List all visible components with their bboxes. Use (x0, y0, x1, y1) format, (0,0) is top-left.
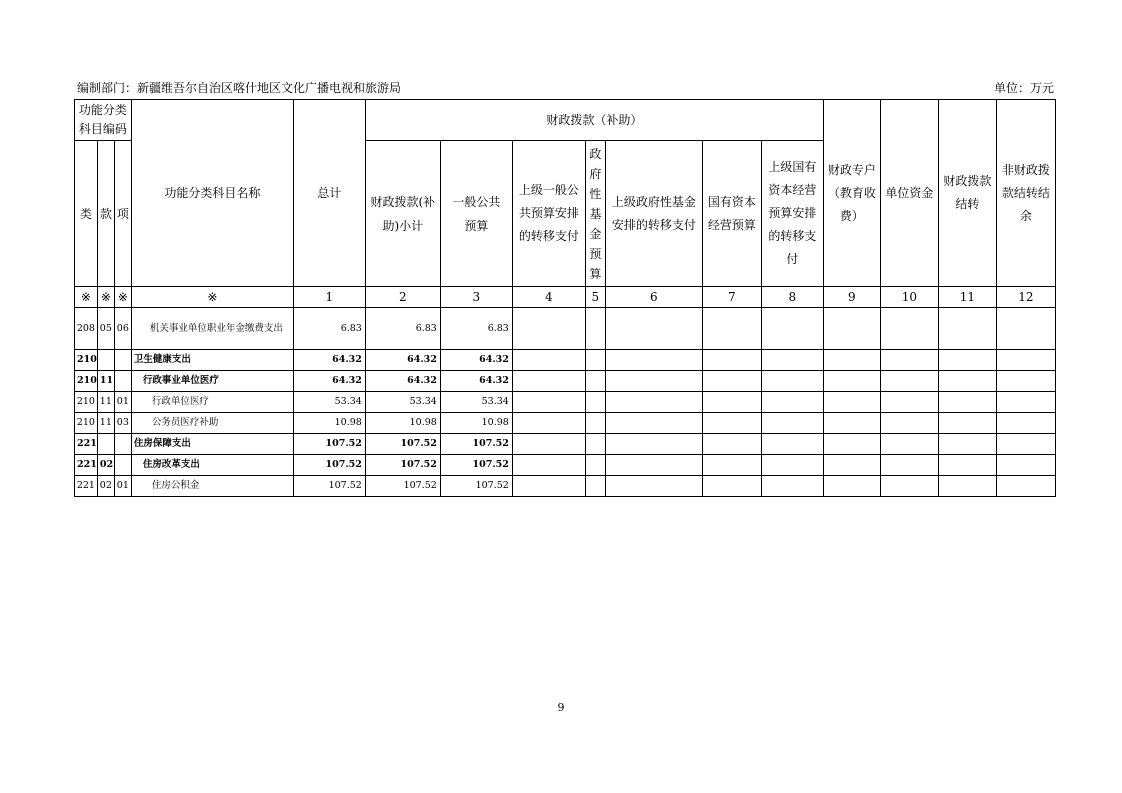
empty-cell (823, 455, 880, 476)
empty-cell (605, 476, 702, 497)
header-general-budget: 一般公共预算 (440, 141, 512, 287)
fiscal-subtotal-cell: 107.52 (365, 455, 440, 476)
total-cell: 107.52 (293, 476, 365, 497)
empty-cell (512, 308, 585, 350)
empty-cell (761, 350, 823, 371)
empty-cell (996, 434, 1055, 455)
empty-cell (512, 350, 585, 371)
total-cell: 6.83 (293, 308, 365, 350)
header-fiscal-special: 财政专户（教育收费） (823, 100, 880, 287)
empty-cell (996, 350, 1055, 371)
empty-cell (585, 434, 605, 455)
empty-cell (761, 455, 823, 476)
empty-cell (585, 476, 605, 497)
index-cell: 2 (365, 287, 440, 308)
index-cell: 9 (823, 287, 880, 308)
empty-cell (823, 308, 880, 350)
subject-name-cell: 机关事业单位职业年金缴费支出 (131, 308, 293, 350)
general-budget-cell: 53.34 (440, 392, 512, 413)
subject-name-cell: 住房公积金 (131, 476, 293, 497)
table-row (75, 476, 1056, 497)
empty-cell (880, 476, 938, 497)
table-row (75, 371, 1056, 392)
index-cell: 4 (512, 287, 585, 308)
fiscal-subtotal-cell: 64.32 (365, 371, 440, 392)
empty-cell (823, 476, 880, 497)
code-kuan-cell: 11 (97, 371, 114, 392)
subject-name-cell: 住房保障支出 (131, 434, 293, 455)
index-cell: ※ (131, 287, 293, 308)
general-budget-cell: 6.83 (440, 308, 512, 350)
empty-cell (823, 350, 880, 371)
header-total: 总计 (293, 100, 365, 287)
total-cell: 64.32 (293, 350, 365, 371)
header-gov-fund-budget: 政府性基金预算 (585, 141, 605, 287)
empty-cell (585, 371, 605, 392)
empty-cell (512, 434, 585, 455)
total-cell: 107.52 (293, 455, 365, 476)
code-kuan-cell (97, 350, 114, 371)
empty-cell (585, 308, 605, 350)
code-kuan-cell: 11 (97, 413, 114, 434)
header-fiscal-carryover: 财政拨款结转 (938, 100, 996, 287)
empty-cell (761, 413, 823, 434)
code-kuan-cell: 11 (97, 392, 114, 413)
empty-cell (761, 371, 823, 392)
empty-cell (585, 392, 605, 413)
empty-cell (761, 392, 823, 413)
header-non-fiscal-carryover: 非财政拨款结转结余 (996, 100, 1055, 287)
empty-cell (605, 455, 702, 476)
empty-cell (938, 308, 996, 350)
fiscal-subtotal-cell: 107.52 (365, 476, 440, 497)
header-upper-state-capital-transfer: 上级国有资本经营预算安排的转移支付 (761, 141, 823, 287)
empty-cell (512, 413, 585, 434)
header-code-group: 功能分类科目编码 (75, 100, 132, 141)
empty-cell (880, 434, 938, 455)
code-xiang-cell (114, 434, 131, 455)
empty-cell (823, 434, 880, 455)
empty-cell (702, 392, 761, 413)
empty-cell (823, 413, 880, 434)
index-cell: ※ (114, 287, 131, 308)
empty-cell (512, 476, 585, 497)
code-lei-cell: 210 (75, 413, 98, 434)
fiscal-subtotal-cell: 107.52 (365, 434, 440, 455)
empty-cell (938, 455, 996, 476)
code-kuan-cell: 02 (97, 476, 114, 497)
code-kuan-cell: 05 (97, 308, 114, 350)
code-lei-cell: 210 (75, 350, 98, 371)
index-cell: ※ (97, 287, 114, 308)
empty-cell (938, 350, 996, 371)
empty-cell (605, 371, 702, 392)
header-upper-general-transfer: 上级一般公共预算安排的转移支付 (512, 141, 585, 287)
code-xiang-cell: 06 (114, 308, 131, 350)
empty-cell (605, 392, 702, 413)
empty-cell (702, 308, 761, 350)
page-number: 9 (557, 701, 565, 714)
index-cell: 8 (761, 287, 823, 308)
empty-cell (880, 371, 938, 392)
empty-cell (938, 434, 996, 455)
table-body (75, 308, 1056, 497)
subject-name-cell: 卫生健康支出 (131, 350, 293, 371)
code-xiang-cell: 01 (114, 392, 131, 413)
empty-cell (996, 392, 1055, 413)
fiscal-subtotal-cell: 6.83 (365, 308, 440, 350)
header-name: 功能分类科目名称 (131, 100, 293, 287)
code-lei-cell: 221 (75, 476, 98, 497)
empty-cell (823, 392, 880, 413)
empty-cell (761, 476, 823, 497)
unit-label: 单位：万元 (993, 81, 1054, 95)
table-row (75, 308, 1056, 350)
general-budget-cell: 107.52 (440, 476, 512, 497)
empty-cell (996, 371, 1055, 392)
empty-cell (880, 350, 938, 371)
empty-cell (938, 392, 996, 413)
index-cell: 7 (702, 287, 761, 308)
empty-cell (605, 434, 702, 455)
index-row (75, 287, 1056, 308)
empty-cell (585, 455, 605, 476)
code-xiang-cell: 01 (114, 476, 131, 497)
code-xiang-cell (114, 350, 131, 371)
general-budget-cell: 64.32 (440, 350, 512, 371)
empty-cell (702, 455, 761, 476)
index-cell: 3 (440, 287, 512, 308)
code-lei-cell: 210 (75, 392, 98, 413)
general-budget-cell: 10.98 (440, 413, 512, 434)
index-cell: 1 (293, 287, 365, 308)
table-row (75, 434, 1056, 455)
index-cell: 6 (605, 287, 702, 308)
code-lei-cell: 208 (75, 308, 98, 350)
table-row (75, 350, 1056, 371)
empty-cell (605, 308, 702, 350)
empty-cell (605, 413, 702, 434)
table-row (75, 392, 1056, 413)
subject-name-cell: 行政单位医疗 (131, 392, 293, 413)
empty-cell (512, 371, 585, 392)
header-kuan: 款 (97, 141, 114, 287)
empty-cell (585, 413, 605, 434)
empty-cell (512, 392, 585, 413)
empty-cell (938, 413, 996, 434)
empty-cell (702, 350, 761, 371)
empty-cell (702, 476, 761, 497)
index-cell: 12 (996, 287, 1055, 308)
index-cell: 11 (938, 287, 996, 308)
fiscal-subtotal-cell: 53.34 (365, 392, 440, 413)
total-cell: 10.98 (293, 413, 365, 434)
empty-cell (761, 308, 823, 350)
empty-cell (996, 413, 1055, 434)
code-lei-cell: 221 (75, 434, 98, 455)
total-cell: 107.52 (293, 434, 365, 455)
header-fiscal-group: 财政拨款（补助） (365, 100, 823, 141)
total-cell: 53.34 (293, 392, 365, 413)
department-label: 编制部门：新疆维吾尔自治区喀什地区文化广播电视和旅游局 (77, 81, 402, 95)
index-cell: ※ (75, 287, 98, 308)
table-row (75, 455, 1056, 476)
empty-cell (880, 413, 938, 434)
index-cell: 5 (585, 287, 605, 308)
empty-cell (938, 371, 996, 392)
budget-table (74, 99, 1056, 497)
header-state-capital-budget: 国有资本经营预算 (702, 141, 761, 287)
header-upper-gov-fund-transfer: 上级政府性基金安排的转移支付 (605, 141, 702, 287)
code-xiang-cell (114, 371, 131, 392)
empty-cell (996, 308, 1055, 350)
empty-cell (823, 371, 880, 392)
empty-cell (880, 308, 938, 350)
fiscal-subtotal-cell: 10.98 (365, 413, 440, 434)
empty-cell (880, 455, 938, 476)
total-cell: 64.32 (293, 371, 365, 392)
empty-cell (512, 455, 585, 476)
code-xiang-cell: 03 (114, 413, 131, 434)
index-cell: 10 (880, 287, 938, 308)
empty-cell (996, 476, 1055, 497)
header-fiscal-subtotal: 财政拨款(补助)小计 (365, 141, 440, 287)
subject-name-cell: 行政事业单位医疗 (131, 371, 293, 392)
empty-cell (702, 413, 761, 434)
general-budget-cell: 107.52 (440, 434, 512, 455)
empty-cell (938, 476, 996, 497)
subject-name-cell: 住房改革支出 (131, 455, 293, 476)
code-kuan-cell (97, 434, 114, 455)
empty-cell (702, 371, 761, 392)
empty-cell (880, 392, 938, 413)
header-unit-funds: 单位资金 (880, 100, 938, 287)
empty-cell (761, 434, 823, 455)
code-xiang-cell (114, 455, 131, 476)
code-kuan-cell: 02 (97, 455, 114, 476)
empty-cell (585, 350, 605, 371)
code-lei-cell: 210 (75, 371, 98, 392)
general-budget-cell: 64.32 (440, 371, 512, 392)
header-xiang: 项 (114, 141, 131, 287)
table-row (75, 413, 1056, 434)
fiscal-subtotal-cell: 64.32 (365, 350, 440, 371)
empty-cell (702, 434, 761, 455)
empty-cell (996, 455, 1055, 476)
empty-cell (605, 350, 702, 371)
code-lei-cell: 221 (75, 455, 98, 476)
general-budget-cell: 107.52 (440, 455, 512, 476)
header-lei: 类 (75, 141, 98, 287)
subject-name-cell: 公务员医疗补助 (131, 413, 293, 434)
